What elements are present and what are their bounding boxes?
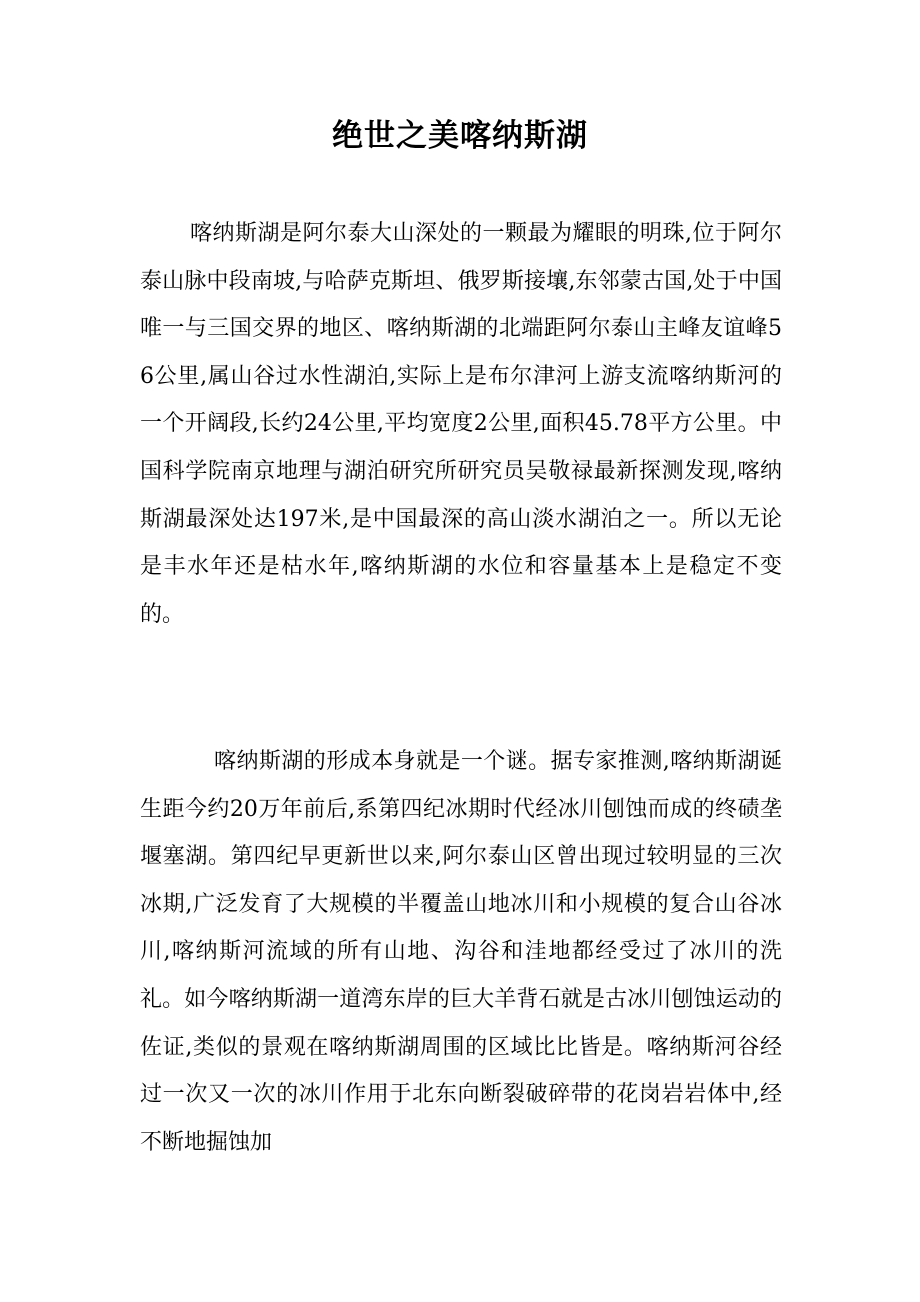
- paragraph-1: 喀纳斯湖是阿尔泰大山深处的一颗最为耀眼的明珠,位于阿尔泰山脉中段南坡,与哈萨克斯坦、俄罗斯接壤,东邻蒙古国,处于中国唯一与三国交界的地区、喀纳斯湖的北端距阿尔泰山主峰友谊峰56公里,属山谷过水性湖泊,实际上是布尔津河上游支流喀纳斯河的一个开阔段,长约24公里,平均宽度2公里,面积45.78平方公里。中国科学院南京地理与湖泊研究所研究员吴敬禄最新探测发现,喀纳斯湖最深处达197米,是中国最深的高山淡水湖泊之一。所以无论是丰水年还是枯水年,喀纳斯湖的水位和容量基本上是稳定不变的。: [140, 221, 782, 627]
- page-title: 绝世之美喀纳斯湖: [332, 118, 588, 154]
- paragraph-2: 喀纳斯湖的形成本身就是一个谜。据专家推测,喀纳斯湖诞生距今约20万年前后,系第四纪冰期时代经冰川刨蚀而成的终碛垄堰塞湖。第四纪早更新世以来,阿尔泰山区曾出现过较明显的三次冰期,广泛发育了大规模的半覆盖山地冰川和小规模的复合山谷冰川,喀纳斯河流域的所有山地、沟谷和洼地都经受过了冰川的洗礼。如今喀纳斯湖一道湾东岸的巨大羊背石就是古冰川刨蚀运动的佐证,类似的景观在喀纳斯湖周围的区域比比皆是。喀纳斯河谷经过一次又一次的冰川作用于北东向断裂破碎带的花岗岩岩体中,经不断地掘蚀加: [140, 749, 782, 1155]
